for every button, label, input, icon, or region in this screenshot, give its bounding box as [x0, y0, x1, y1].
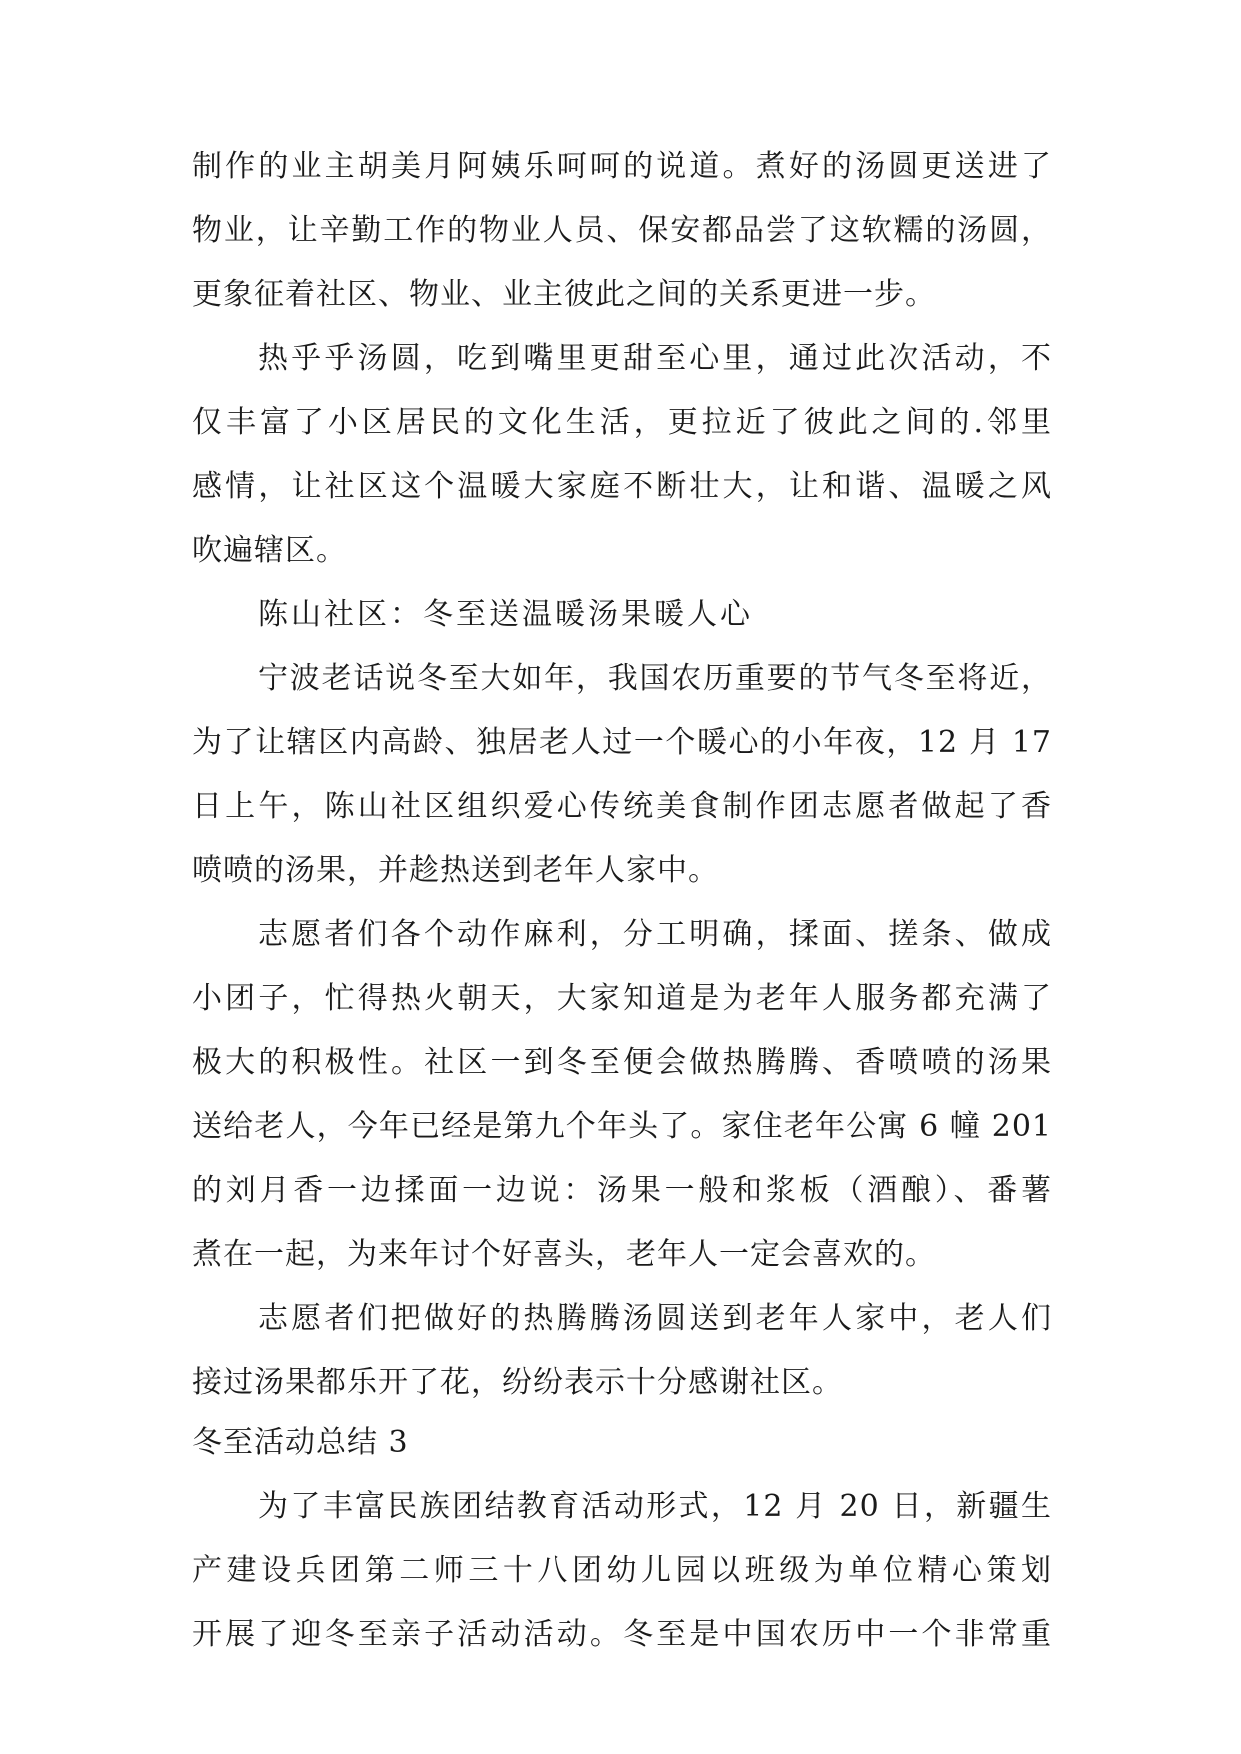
text-line: 的刘月香一边揉面一边说：汤果一般和浆板（酒酿）、番薯	[192, 1173, 1052, 1208]
text-line: 送给老人，今年已经是第九个年头了。家住老年公寓 6 幢 201	[192, 1109, 1052, 1144]
text-line: 小团子，忙得热火朝天，大家知道是为老年人服务都充满了	[192, 981, 1052, 1016]
text-line: 吹遍辖区。	[192, 533, 347, 568]
paragraph-first-line: 志愿者们把做好的热腾腾汤圆送到老年人家中，老人们	[258, 1301, 1052, 1336]
text-line: 更象征着社区、物业、业主彼此之间的关系更进一步。	[192, 277, 936, 312]
text-line: 煮在一起，为来年讨个好喜头，老年人一定会喜欢的。	[192, 1237, 936, 1272]
text-line: 接过汤果都乐开了花，纷纷表示十分感谢社区。	[192, 1365, 843, 1400]
paragraph-first-line: 为了丰富民族团结教育活动形式，12 月 20 日，新疆生	[258, 1489, 1052, 1524]
text-line: 物业，让辛勤工作的物业人员、保安都品尝了这软糯的汤圆，	[192, 213, 1052, 248]
text-line: 日上午，陈山社区组织爱心传统美食制作团志愿者做起了香	[192, 789, 1052, 824]
paragraph-first-line: 热乎乎汤圆，吃到嘴里更甜至心里，通过此次活动，不	[258, 341, 1052, 376]
text-line: 感情，让社区这个温暖大家庭不断壮大，让和谐、温暖之风	[192, 469, 1052, 504]
section-title: 冬至活动总结 3	[192, 1425, 409, 1460]
text-line: 喷喷的汤果，并趁热送到老年人家中。	[192, 853, 719, 888]
paragraph-first-line: 志愿者们各个动作麻利，分工明确，揉面、搓条、做成	[258, 917, 1052, 952]
text-line: 开展了迎冬至亲子活动活动。冬至是中国农历中一个非常重	[192, 1617, 1052, 1652]
text-line: 仅丰富了小区居民的文化生活，更拉近了彼此之间的.邻里	[192, 405, 1052, 440]
text-line: 为了让辖区内高龄、独居老人过一个暖心的小年夜，12 月 17	[192, 725, 1052, 760]
paragraph-first-line: 宁波老话说冬至大如年，我国农历重要的节气冬至将近，	[258, 661, 1052, 696]
text-line: 制作的业主胡美月阿姨乐呵呵的说道。煮好的汤圆更送进了	[192, 149, 1052, 184]
text-line: 极大的积极性。社区一到冬至便会做热腾腾、香喷喷的汤果	[192, 1045, 1052, 1080]
text-line: 产建设兵团第二师三十八团幼儿园以班级为单位精心策划	[192, 1553, 1052, 1588]
subheading: 陈山社区：冬至送温暖汤果暖人心	[258, 597, 753, 632]
